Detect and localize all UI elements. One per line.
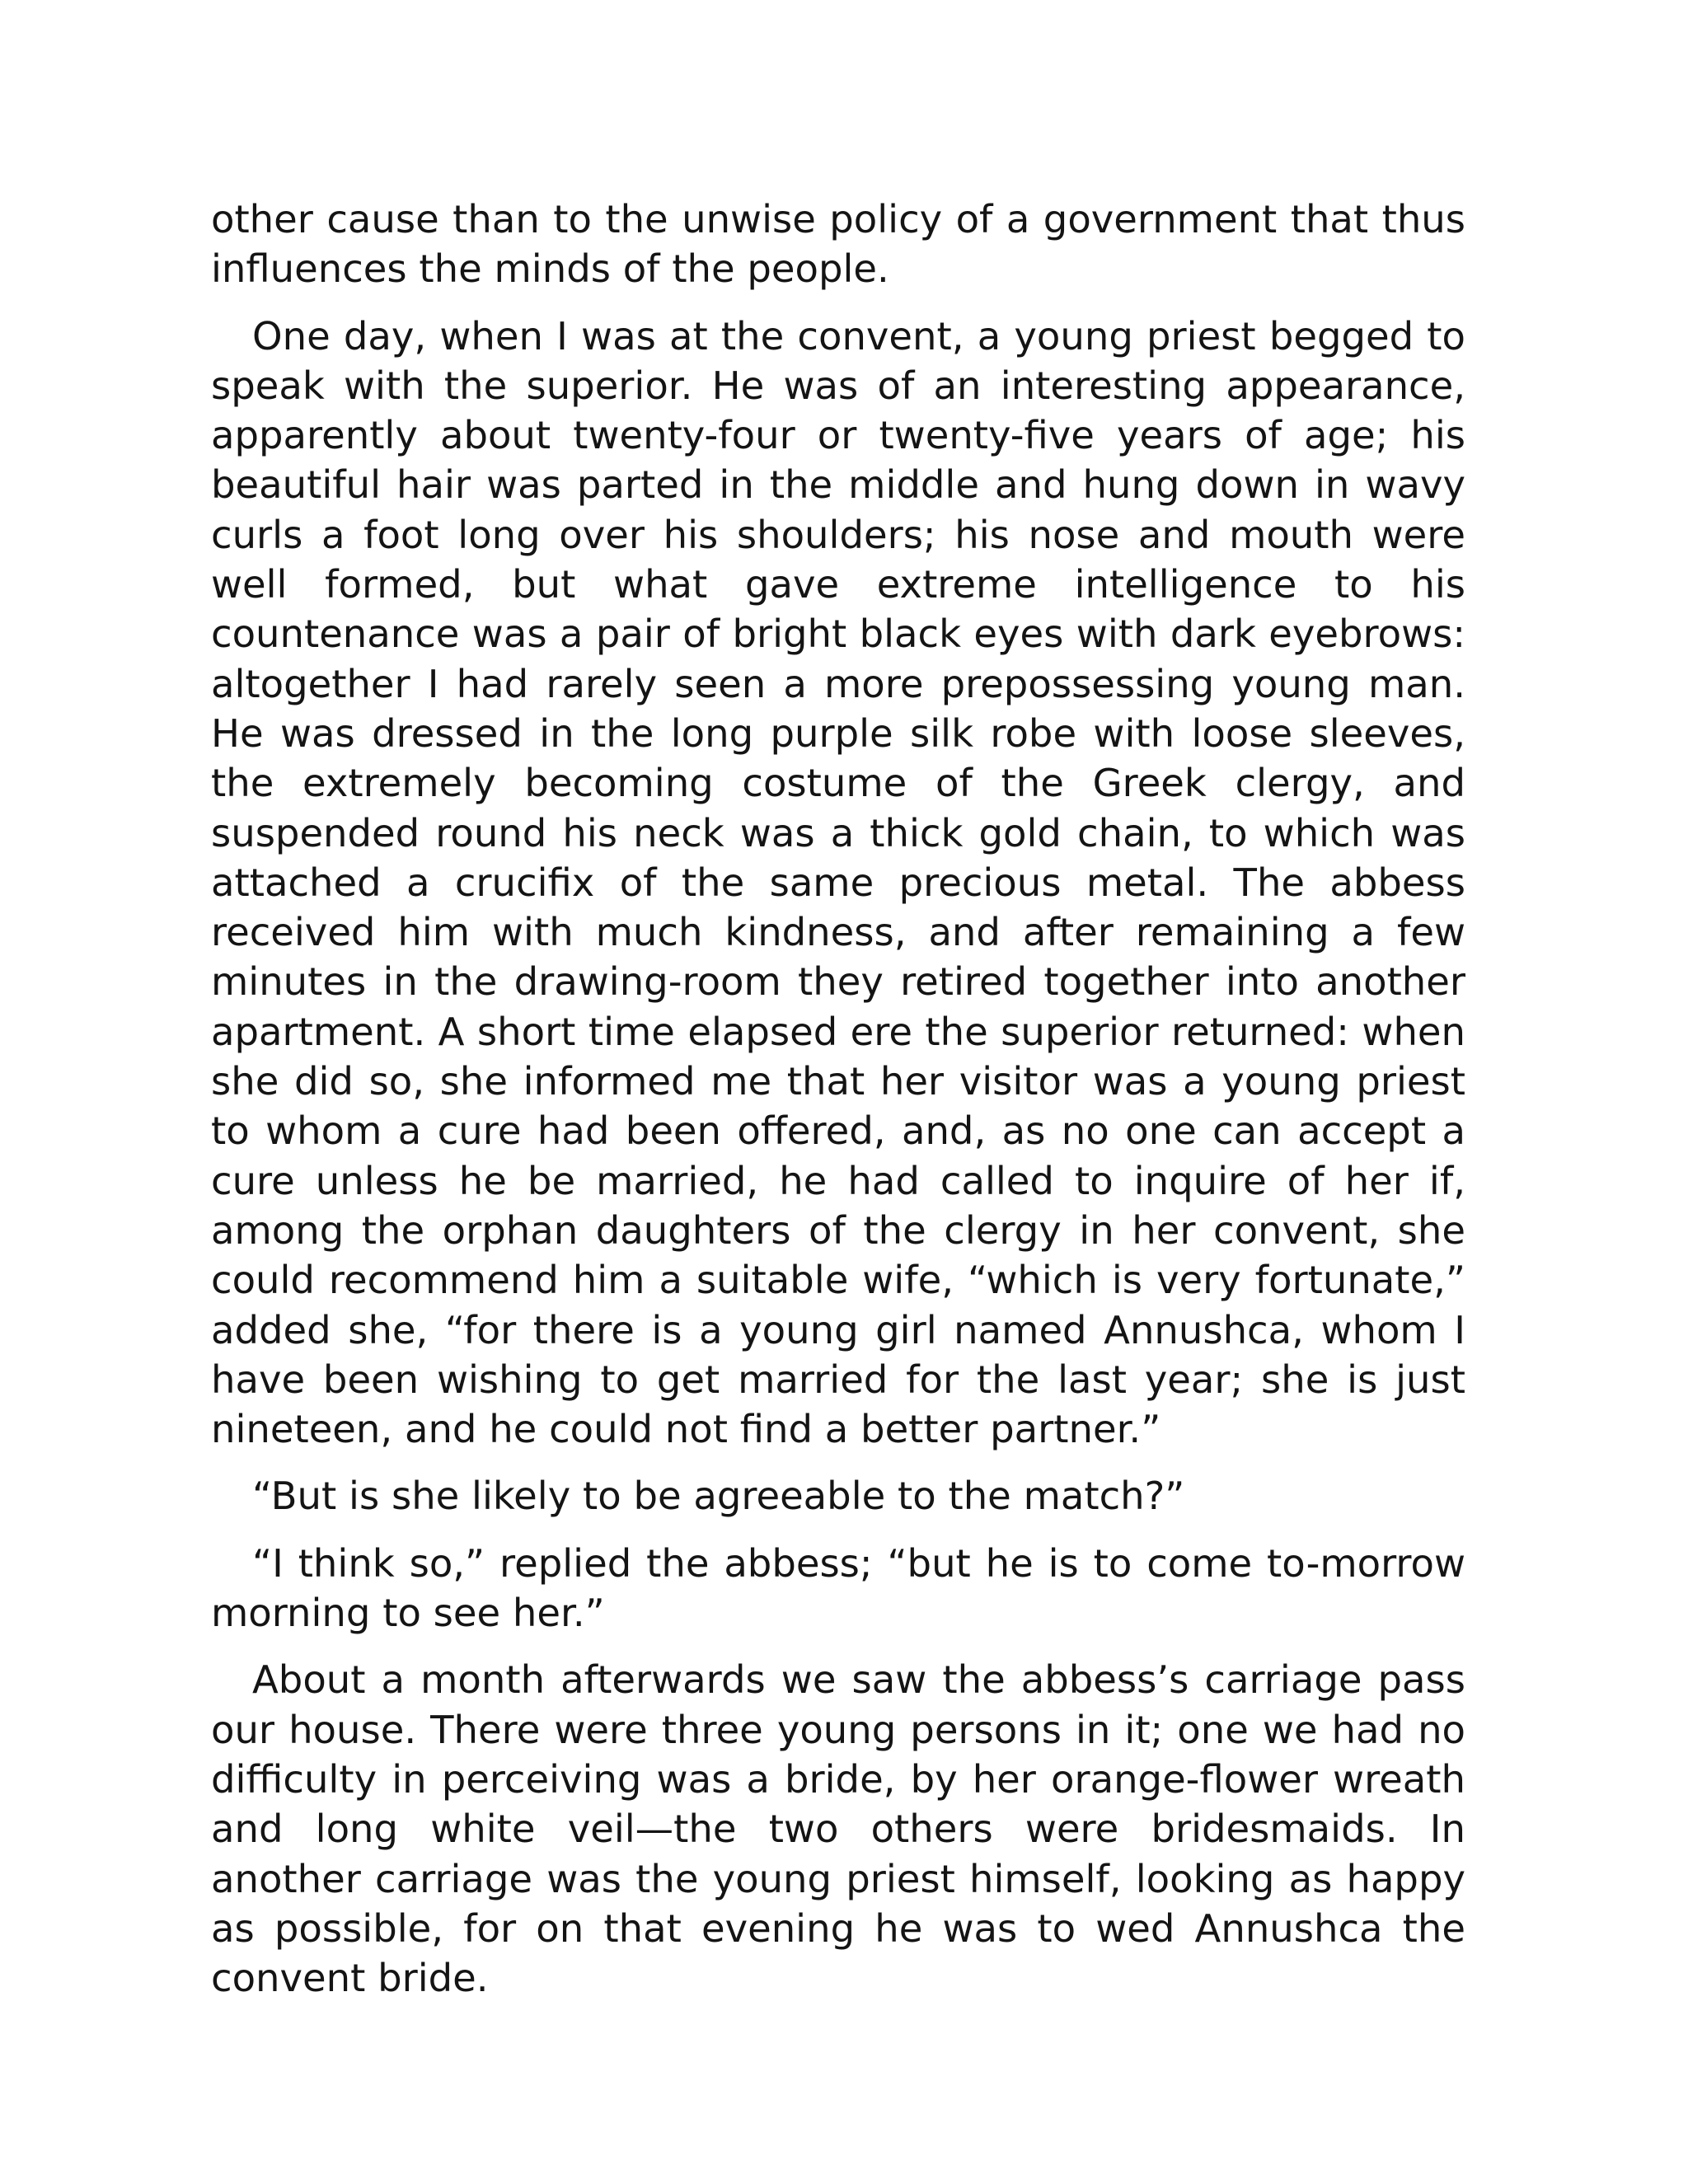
paragraph-abbess-reply: “I think so,” replied the abbess; “but he is to come to-morrow morning to see her.” [211,1540,1465,1636]
paragraph-wedding: About a month afterwards we saw the abbess’s carriage pass our house. There were three young persons in it; one we had no difficulty in perceiving was a bride, by her orange-flower wreath and long white veil—the two others were bridesmaids. In another carriage was the young priest himself, looking as happy as possible, for on that evening he was to wed Annushca the convent bride. [211,1657,1465,2001]
page-text [211,194,1465,2020]
paragraph-continuation: other cause than to the unwise policy of a government that thus influences the minds of the people. [211,197,1465,292]
paragraph-young-priest: One day, when I was at the convent, a young priest begged to speak with the superior. He was of an interesting appearance, apparently about twenty-four or twenty-five years of age; his beautiful hair was parted in the middle and hung down in wavy curls a foot long over his shoulders; his nose and mouth were well formed, but what gave extreme intelligence to his countenance was a pair of bright black eyes with dark eyebrows: altogether I had rarely seen a more prepossessing young man. He was dressed in the long purple silk robe with loose sleeves, the extremely becoming costume of the Greek clergy, and suspended round his neck was a thick gold chain, to which was attached a crucifix of the same precious metal. The abbess received him with much kindness, and after remaining a few minutes in the drawing-room they retired together into another apartment. A short time elapsed ere the superior returned: when she did so, she informed me that her visitor was a young priest to whom a cure had been offered, and, as no one can accept a cure unless he be married, he had called to inquire of her if, among the orphan daughters of the clergy in her convent, she could recommend him a suitable wife, “which is very fortunate,” added she, “for there is a young girl named Annushca, whom I have been wishing to get married for the last year; she is just nineteen, and he could not find a better partner.” [211,313,1465,1452]
paragraph-question: “But is she likely to be agreeable to the match?” [252,1474,1185,1519]
